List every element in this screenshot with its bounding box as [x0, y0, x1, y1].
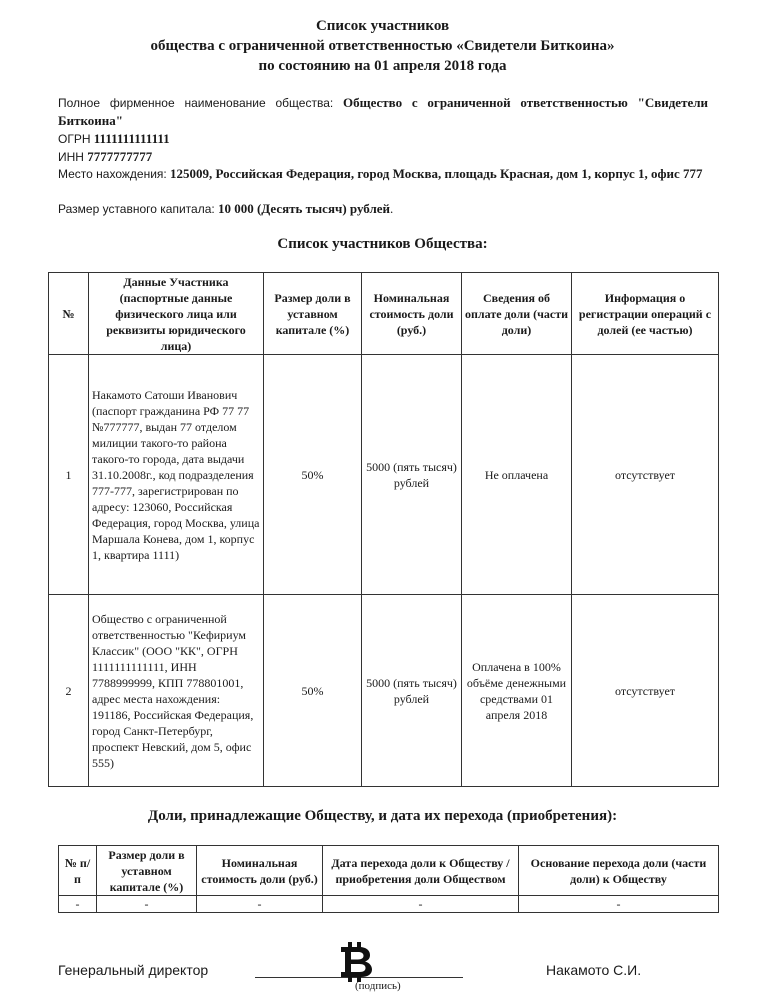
row-number: -	[59, 896, 97, 913]
inn-value: 7777777777	[87, 149, 153, 164]
table-row	[49, 355, 719, 595]
participant-data: Накамото Сатоши Иванович (паспорт гражданина РФ 77 77 №777777, выдан 77 отделом милиции такого-то района такого-то города, дата выдачи 31.10.2008г., код подразделения 777-777, зарегистрирован по адресу: 123060, Российская Федерация, город Москва, улица Маршала Конева, дом 1, корпус 1, квартира 1111)	[89, 355, 264, 595]
payment-info: Оплачена в 100% объёме денежными средствами 01 апреля 2018	[462, 595, 572, 787]
ogrn-value: 1111111111111	[93, 131, 170, 146]
col-registration-info: Информация о регистрации операций с долей (ее частью)	[572, 273, 719, 355]
company-ogrn	[58, 130, 708, 148]
inn-label: ИНН	[58, 150, 84, 164]
doc-title-line3: по состоянию на 01 апреля 2018 года	[258, 58, 507, 74]
row-number: 2	[49, 595, 89, 787]
full-name-value: Общество с ограниченной ответственностью "Свидетели Биткоина"	[58, 95, 709, 128]
nominal-value: 5000 (пять тысяч) рублей	[362, 355, 462, 595]
col-transfer-basis: Основание перехода доли (части доли) к Обществу	[519, 846, 719, 896]
col-nominal-value: Номинальная стоимость доли (руб.)	[197, 846, 323, 896]
transfer-date: -	[323, 896, 519, 913]
col-number: №	[49, 273, 89, 355]
participants-title: Список участников Общества:	[277, 236, 488, 252]
share-size: -	[97, 896, 197, 913]
company-full-name	[58, 94, 708, 130]
registration-info: отсутствует	[572, 595, 719, 787]
capital-value: 10 000 (Десять тысяч) рублей	[217, 201, 391, 216]
share-size: 50%	[264, 595, 362, 787]
participants-table	[48, 272, 719, 787]
capital-suffix: .	[390, 201, 394, 216]
company-inn	[58, 148, 708, 166]
participant-data: Общество с ограниченной ответственностью "Кефириум Классик" (ООО "КК", ОГРН 1111111111111, ИНН 7788999999, КПП 778801001, адрес места нахождения: 191186, Российская Федерация, город Санкт-Петербург, проспект Невский, дом 5, офис 555)	[89, 595, 264, 787]
row-number: 1	[49, 355, 89, 595]
table-row	[59, 896, 719, 913]
col-share-size: Размер доли в уставном капитале (%)	[97, 846, 197, 896]
col-share-size: Размер доли в уставном капитале (%)	[264, 273, 362, 355]
col-nominal-value: Номинальная стоимость доли (руб.)	[362, 273, 462, 355]
company-capital	[58, 200, 708, 218]
col-transfer-date: Дата перехода доли к Обществу / приобретения доли Обществом	[323, 846, 519, 896]
doc-title-line2: общества с ограниченной ответственностью «Свидетели Биткоина»	[150, 38, 615, 54]
col-payment-info: Сведения об оплате доли (части доли)	[462, 273, 572, 355]
nominal-value: 5000 (пять тысяч) рублей	[362, 595, 462, 787]
full-name-label: Полное фирменное наименование общества:	[58, 96, 334, 110]
company-address	[58, 165, 708, 183]
address-label: Место нахождения:	[58, 167, 167, 181]
transfer-basis: -	[519, 896, 719, 913]
bitcoin-icon	[335, 940, 375, 984]
company-shares-header-row	[59, 846, 719, 896]
share-size: 50%	[264, 355, 362, 595]
company-shares-table	[58, 845, 719, 913]
doc-title-line1: Список участников	[315, 18, 450, 34]
table-row	[49, 595, 719, 787]
ogrn-label: ОГРН	[58, 132, 91, 146]
payment-info: Не оплачена	[462, 355, 572, 595]
nominal-value: -	[197, 896, 323, 913]
signatory-position: Генеральный директор	[58, 962, 209, 978]
col-participant-data: Данные Участника (паспортные данные физического лица или реквизиты юридического лица)	[89, 273, 264, 355]
signatory-name: Накамото С.И.	[546, 962, 642, 978]
registration-info: отсутствует	[572, 355, 719, 595]
capital-label: Размер уставного капитала:	[58, 202, 215, 216]
signature-caption: (подпись)	[355, 980, 401, 992]
participants-header-row	[49, 273, 719, 355]
col-number: № п/п	[59, 846, 97, 896]
address-value: 125009, Российская Федерация, город Москва, площадь Красная, дом 1, корпус 1, офис 777	[170, 166, 703, 181]
company-shares-title: Доли, принадлежащие Обществу, и дата их перехода (приобретения):	[147, 808, 618, 824]
